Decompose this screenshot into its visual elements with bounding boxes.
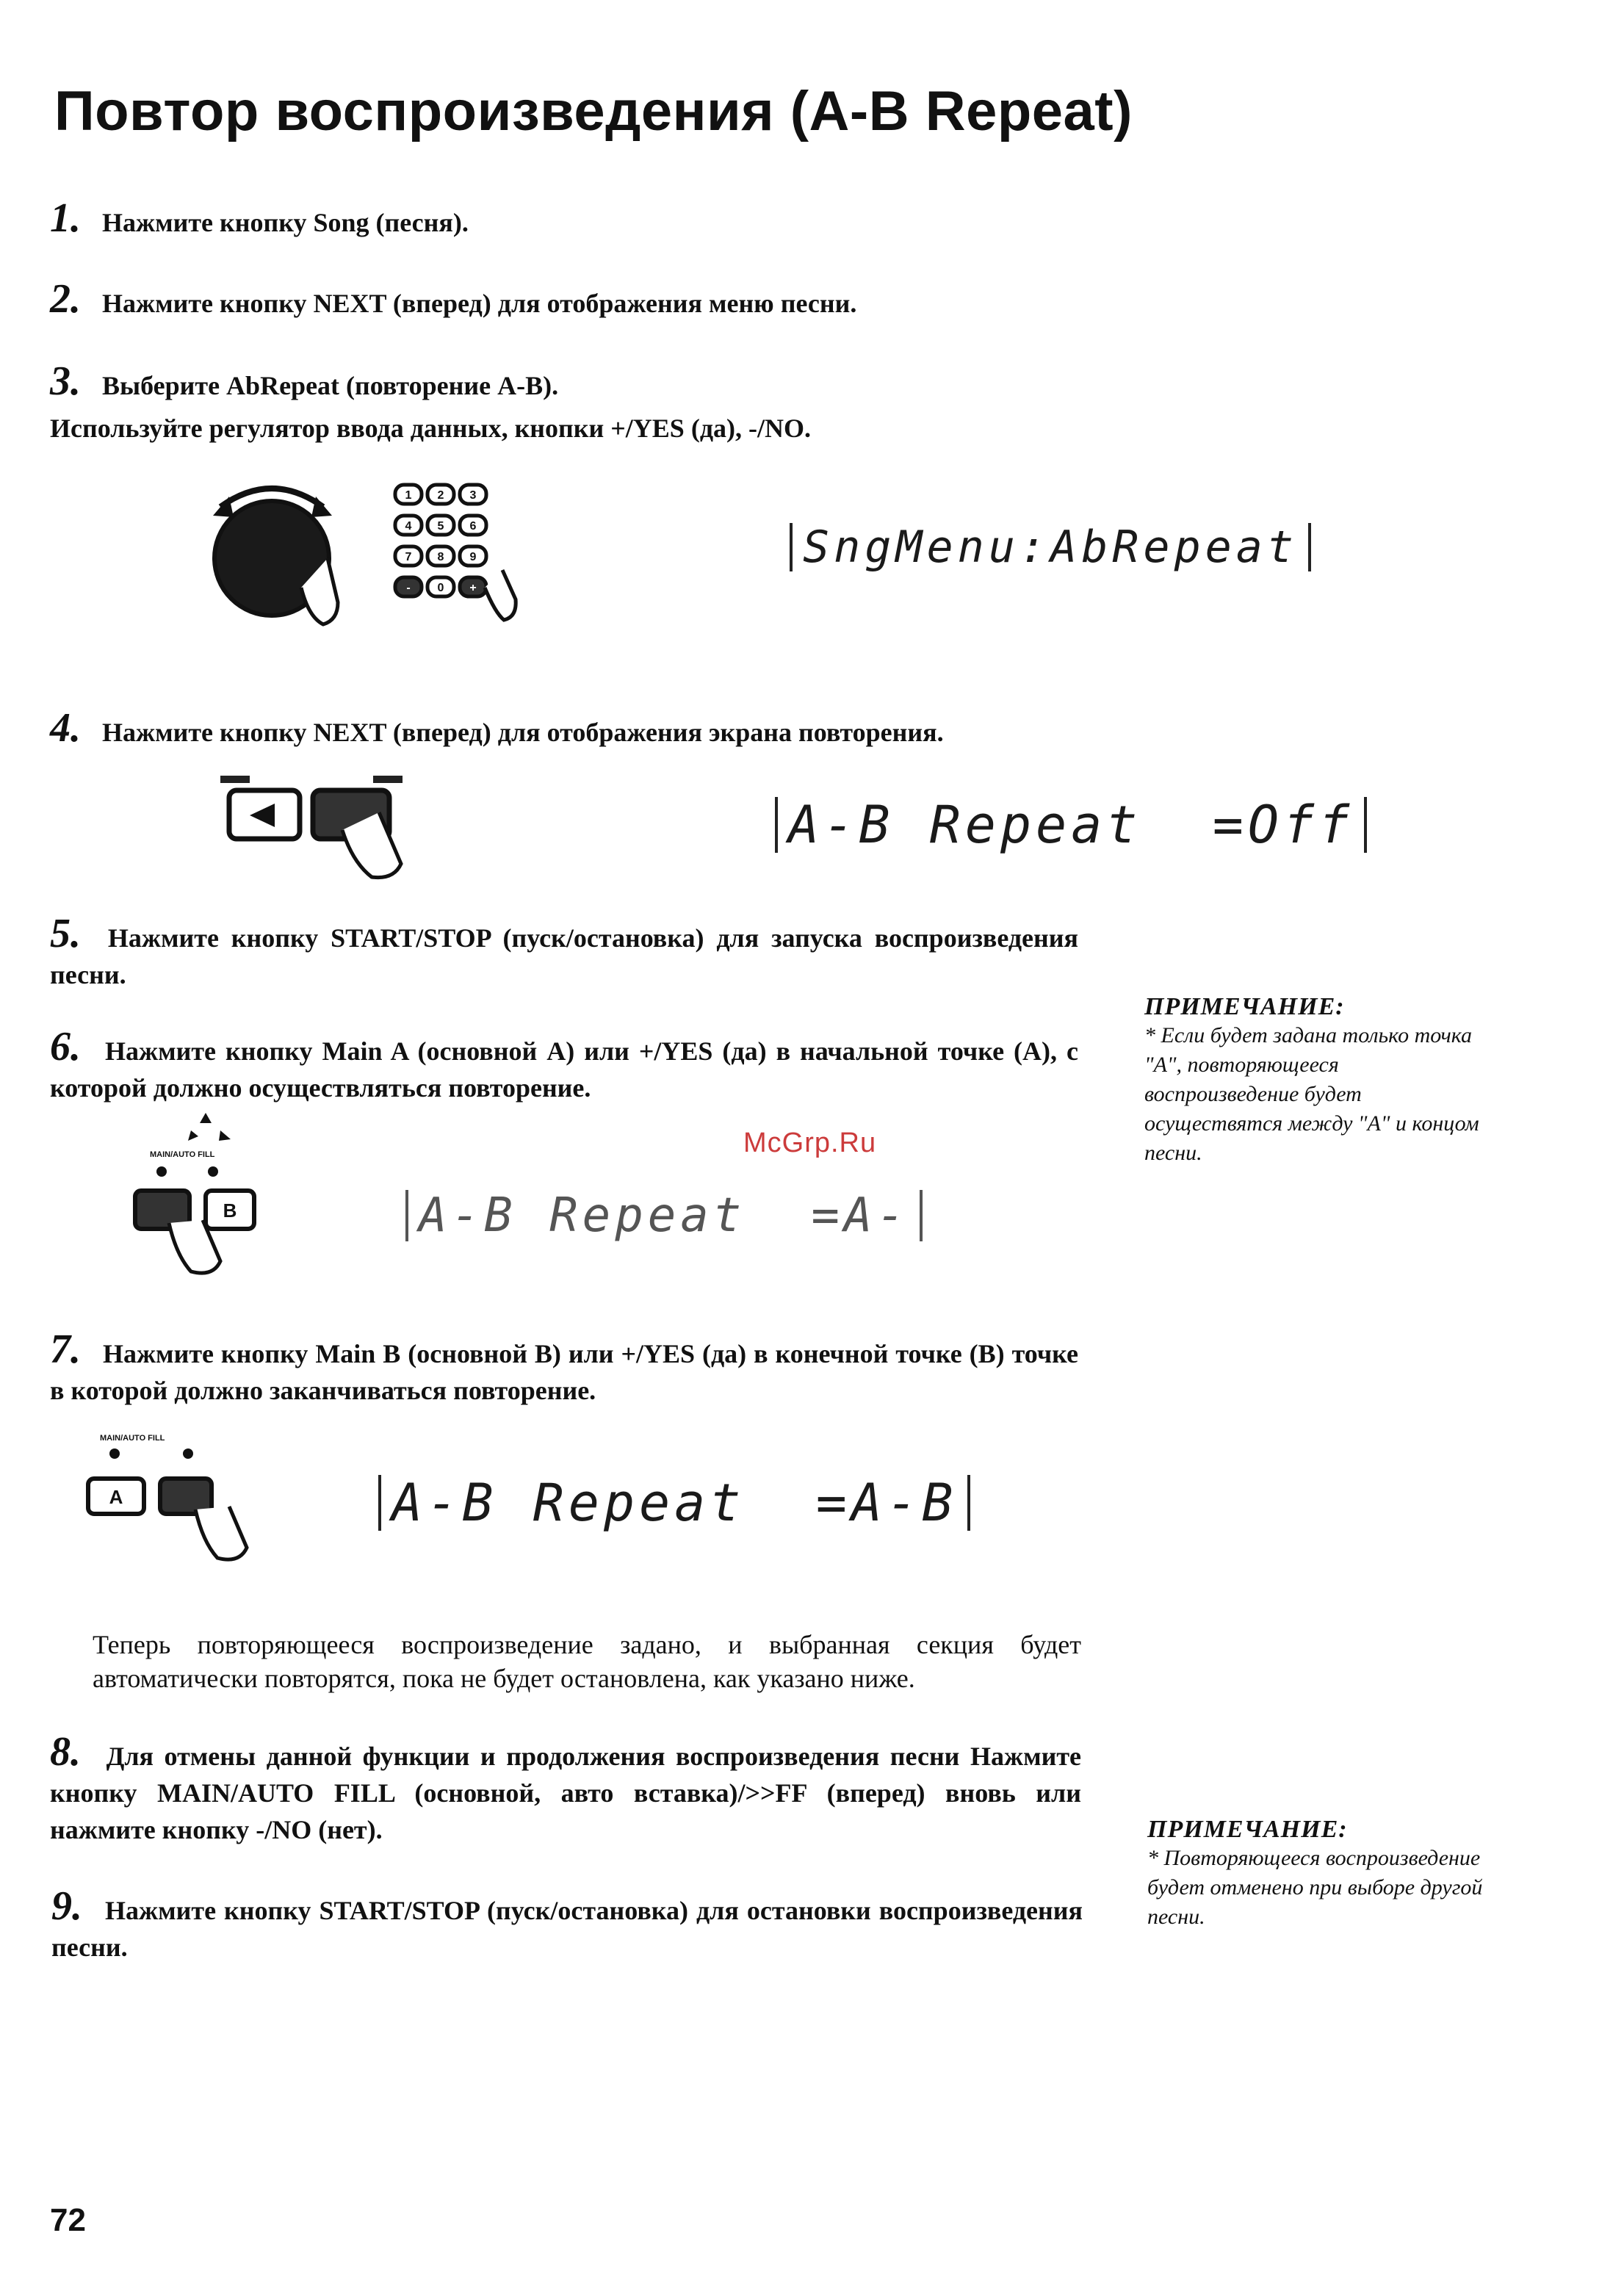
step-number: 9. <box>51 1883 82 1929</box>
dial-and-keypad-illustration <box>191 463 588 639</box>
lcd-display-song-menu: SngMenu:AbRepeat <box>790 523 1311 571</box>
step-number: 6. <box>50 1024 81 1069</box>
main-ab-buttons-illustration-a <box>125 1113 286 1282</box>
key-4: 4 <box>405 520 412 533</box>
step-4 <box>50 705 1078 751</box>
step-8 <box>50 1729 1082 1848</box>
step-number: 7. <box>50 1327 81 1372</box>
step-1 <box>50 195 1078 241</box>
key-minus: - <box>406 582 411 594</box>
key-8: 8 <box>437 551 444 563</box>
step-number: 8. <box>50 1729 81 1775</box>
step-text: Нажмите кнопку NEXT (вперед) для отображения экрана повторения. <box>102 718 944 747</box>
step-number: 2. <box>50 276 81 322</box>
step-text: Нажмите кнопку Song (песня). <box>102 208 469 237</box>
page-number: 72 <box>50 2202 86 2238</box>
note-1 <box>1144 993 1497 1168</box>
lcd-display-repeat-a: A-B Repeat =A- <box>405 1190 923 1241</box>
step-text: Нажмите кнопку Main B (основной B) или +/YES (да) в конечной точке (B) точке в которой должно заканчиваться повторение. <box>50 1339 1079 1405</box>
lcd-display-repeat-ab: A-B Repeat =A-B <box>378 1475 970 1531</box>
numeric-keypad-icon <box>395 485 516 620</box>
main-auto-fill-label: MAIN/AUTO FILL <box>150 1150 215 1159</box>
lcd-display-repeat-off: A-B Repeat =Off <box>775 797 1367 853</box>
key-9: 9 <box>469 551 477 563</box>
step-3 <box>50 358 1078 404</box>
key-3: 3 <box>469 489 477 502</box>
step-5 <box>50 911 1079 993</box>
key-2: 2 <box>437 489 444 502</box>
key-6: 6 <box>469 520 477 533</box>
back-next-buttons-illustration <box>217 771 438 896</box>
step-number: 4. <box>50 705 81 751</box>
info-paragraph: Теперь повторяющееся воспроизведение задано, и выбранная секция будет автоматически повторятся, пока не будет остановлена, как указано ниже. <box>93 1630 1081 1693</box>
step-number: 1. <box>50 195 81 241</box>
key-7: 7 <box>405 551 412 563</box>
svg-text:A: A <box>109 1486 123 1508</box>
key-1: 1 <box>405 489 412 502</box>
data-dial-icon <box>213 488 338 624</box>
note-body: * Повторяющееся воспроизведение будет отменено при выборе другой песни. <box>1147 1846 1483 1929</box>
svg-text:MAIN/AUTO FILL: MAIN/AUTO FILL <box>100 1434 165 1443</box>
watermark: McGrp.Ru <box>743 1128 877 1158</box>
step-number: 3. <box>50 358 81 404</box>
step-text: Для отмены данной функции и продолжения воспроизведения песни Нажмите кнопку MAIN/AUTO FILL (основной, авто вставка)/>>FF (вперед) вновь или нажмите кнопку -/NO (нет). <box>50 1742 1082 1844</box>
note-2 <box>1147 1816 1500 1932</box>
note-body: * Если будет задана только точка "A", повторяющееся воспроизведение будет осуществятся между "A" и концом песни. <box>1144 1023 1479 1165</box>
step-text: Нажмите кнопку START/STOP (пуск/остановка) для остановки воспроизведения песни. <box>51 1896 1083 1962</box>
svg-text:B: B <box>223 1199 237 1222</box>
step-9 <box>51 1883 1083 1966</box>
step-text: Нажмите кнопку NEXT (вперед) для отображения меню песни. <box>102 289 857 318</box>
page-title: Повтор воспроизведения (A-B Repeat) <box>54 80 1133 142</box>
step-text: Нажмите кнопку START/STOP (пуск/остановка) для запуска воспроизведения песни. <box>50 923 1079 989</box>
step-7 <box>50 1327 1079 1409</box>
key-5: 5 <box>437 520 444 533</box>
main-ab-buttons-illustration-b <box>78 1429 276 1583</box>
main-b-button-icon <box>160 1479 212 1514</box>
step-number: 5. <box>50 911 81 956</box>
key-0: 0 <box>437 582 444 594</box>
step-6 <box>50 1024 1078 1106</box>
key-plus: + <box>469 582 477 594</box>
step-3-detail: Используйте регулятор ввода данных, кнопки +/YES (да), -/NO. <box>50 414 812 443</box>
note-heading: ПРИМЕЧАНИЕ: <box>1147 1816 1348 1843</box>
step-2 <box>50 276 1078 322</box>
step-text: Выберите AbRepeat (повторение A-B). <box>102 371 559 400</box>
note-heading: ПРИМЕЧАНИЕ: <box>1144 993 1345 1020</box>
step-text: Нажмите кнопку Main A (основной A) или +/YES (да) в начальной точке (A), с которой должно осуществляться повторение. <box>50 1036 1078 1103</box>
